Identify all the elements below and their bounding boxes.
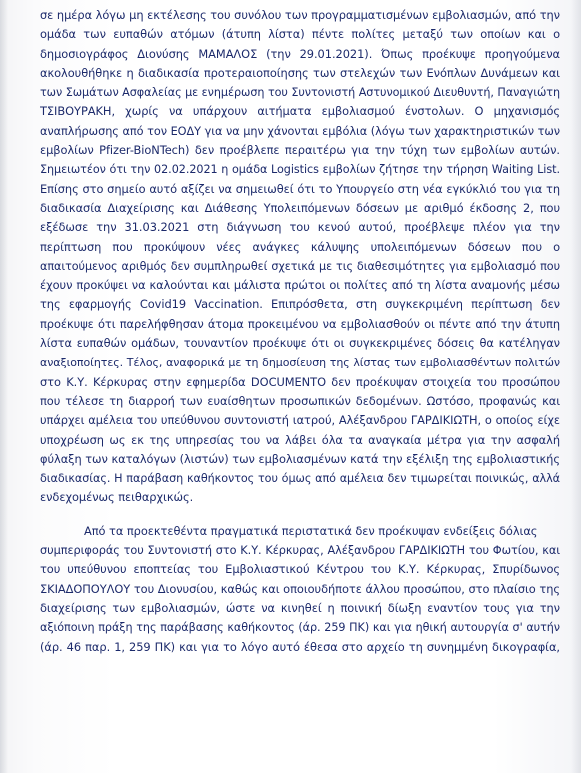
text-line: ΣΚΙΑΔΟΠΟΥΛΟΥ του Διονυσίου, καθώς και οποιουδήποτε άλλου προσώπου, στο πλαίσιο της xyxy=(40,581,560,596)
text-line: συμπεριφοράς του Συντονιστή στο Κ.Υ. Κέρκυρας, Αλέξανδρου ΓΑΡΔΙΚΙΩΤΗ του Φωτίου, και xyxy=(40,544,560,558)
text-line: της εφαρμογής Covid19 Vaccination. Επιπρόσθετα, στη συγκεκριμένη περίπτωση δεν xyxy=(40,297,560,312)
text-line: έχουν προκύψει να καλούνται και μάλιστα πρώτοι οι πολίτες από τη λίστα αναμονής μέσω xyxy=(40,278,560,293)
text-line: διαδικασία Διαχείρισης και Διάθεσης Υπολειπόμενων δόσεων με αριθμό έκδοσης 2, που xyxy=(40,200,560,215)
text-line: φύλαξη των καταλόγων (λιστών) των εμβολιασμένων κατά την εξέλιξη της εμβολιαστικής xyxy=(40,451,560,466)
text-line: που τέλεσε τη διαρροή των ευαίσθητων προσωπικών δεδομένων. Ωστόσο, προφανώς και xyxy=(40,393,560,408)
text-line: ακολουθήθηκε η διαδικασία προτεραιοποίησης των στελεχών των Ενόπλων Δυνάμεων και xyxy=(40,65,560,80)
text-line: των Σωμάτων Ασφαλείας με ενημέρωση του Συντονιστή Αστυνομικού Διευθυντή, Παναγιώτη xyxy=(40,86,560,100)
text-line: υποχρέωση ως εκ της υπηρεσίας του να λάβει όλα τα αναγκαία μέτρα για την ασφαλή xyxy=(40,432,560,447)
text-line: ομάδα των ευπαθών ατόμων (άτυπη λίστα) πέντε πολίτες μεταξύ των οποίων και ο xyxy=(40,27,560,42)
text-line: Επίσης στο σημείο αυτό αξίζει να σημειωθεί ότι το Υπουργείο στη νέα εγκύκλιό του για τη xyxy=(40,181,560,196)
paragraph-1 xyxy=(40,6,560,508)
scan-right-edge xyxy=(571,0,581,773)
text-line: στο Κ.Υ. Κέρκυρας στην εφημερίδα DOCUMENTO δεν προέκυψαν στοιχεία του προσώπου xyxy=(40,374,560,389)
text-line: δημοσιογράφος Διονύσης ΜΑΜΑΛΟΣ (την 29.01.2021). Όπως προέκυψε προηγούμενα xyxy=(40,46,560,61)
text-line: διαδικασίας. Η παράβαση καθήκοντος του όμως από αμέλεια δεν τιμωρείται ποινικώς, αλλά xyxy=(40,472,560,486)
text-line: εμβολίων Pfizer-BioNTech) δεν προέβλεπε περαιτέρω για την τύχη των εμβολίων αυτών. xyxy=(40,143,560,158)
text-line: σε ημέρα λόγω μη εκτέλεσης του συνόλου των προγραμματισμένων εμβολιασμών, από την xyxy=(40,8,560,22)
text-line: του υπεύθυνου εποπτείας του Εμβολιαστικού Κέντρου του Κ.Υ. Κέρκυρας, Σπυρίδωνος xyxy=(40,562,560,577)
text-line: (άρ. 46 παρ. 1, 259 ΠΚ) και για το λόγο αυτό έθεσα στο αρχείο τη συνημμένη δικογραφία, xyxy=(40,639,560,654)
text-line: ΤΣΙΒΟΥΡΑΚΗ, χωρίς να υπάρχουν αιτήματα εμβολιασμού ένστολων. Ο μηχανισμός xyxy=(40,104,560,119)
paragraph-2 xyxy=(40,522,560,657)
text-line: αναπλήρωσης από τον ΕΟΔΥ για να μην χάνονται εμβόλια (λόγω των χαρακτηριστικών των xyxy=(40,124,560,138)
text-line: αξιόποινη πράξη της παράβασης καθήκοντος (άρ. 259 ΠΚ) και για ηθική αυτουργία σ' αυτήν xyxy=(40,621,560,635)
text-line: Από τα προεκτεθέντα πραγματικά περιστατικά δεν προέκυψαν ενδείξεις δόλιας xyxy=(84,523,538,538)
text-line: υπάρχει αμέλεια του υπεύθυνου συντονιστή ιατρού, Αλέξανδρου ΓΑΡΔΙΚΙΩΤΗ, ο οποίος είχε xyxy=(40,413,560,428)
text-line: αναξιοποίητες. Τέλος, αναφορικά με τη δημοσίευση της λίστας των εμβολιασθέντων πολιτών xyxy=(40,356,560,370)
text-line: Σημειωτέον ότι την 02.02.2021 η ομάδα Logistics εμβολίων ζήτησε την τήρηση Waiting List. xyxy=(40,163,560,177)
text-line: ενδεχομένως πειθαρχικώς. xyxy=(40,490,194,505)
paragraph-gap xyxy=(40,508,560,522)
text-line: εξέδωσε την 31.03.2021 στη διάγνωση του κενού αυτού, προέβλεψε πλέον για την xyxy=(40,220,560,235)
document-body xyxy=(40,6,560,657)
text-line: λίστα ευπαθών ομάδων, τουναντίον προέκυψε ότι οι συγκεκριμένες δόσεις θα κατέληγαν xyxy=(40,336,560,351)
text-line: απαιτούμενος αριθμός δεν συμπληρωθεί σχετικά με τις διαθεσιμότητες για εμβολιασμό που xyxy=(40,259,560,273)
scan-left-edge xyxy=(0,0,8,773)
text-line: διαχείρισης των εμβολιασμών, ώστε να κινηθεί η ποινική δίωξη εναντίον τους για την xyxy=(40,600,560,615)
text-line: προέκυψε ότι παρελήφθησαν άτομα προκειμένου να εμβολιασθούν οι πέντε από την άτυπη xyxy=(40,316,560,331)
text-line: περίπτωση που προκύψουν νέες ανάγκες κάλυψης υπολειπόμενων δόσεων που ο xyxy=(40,239,560,254)
